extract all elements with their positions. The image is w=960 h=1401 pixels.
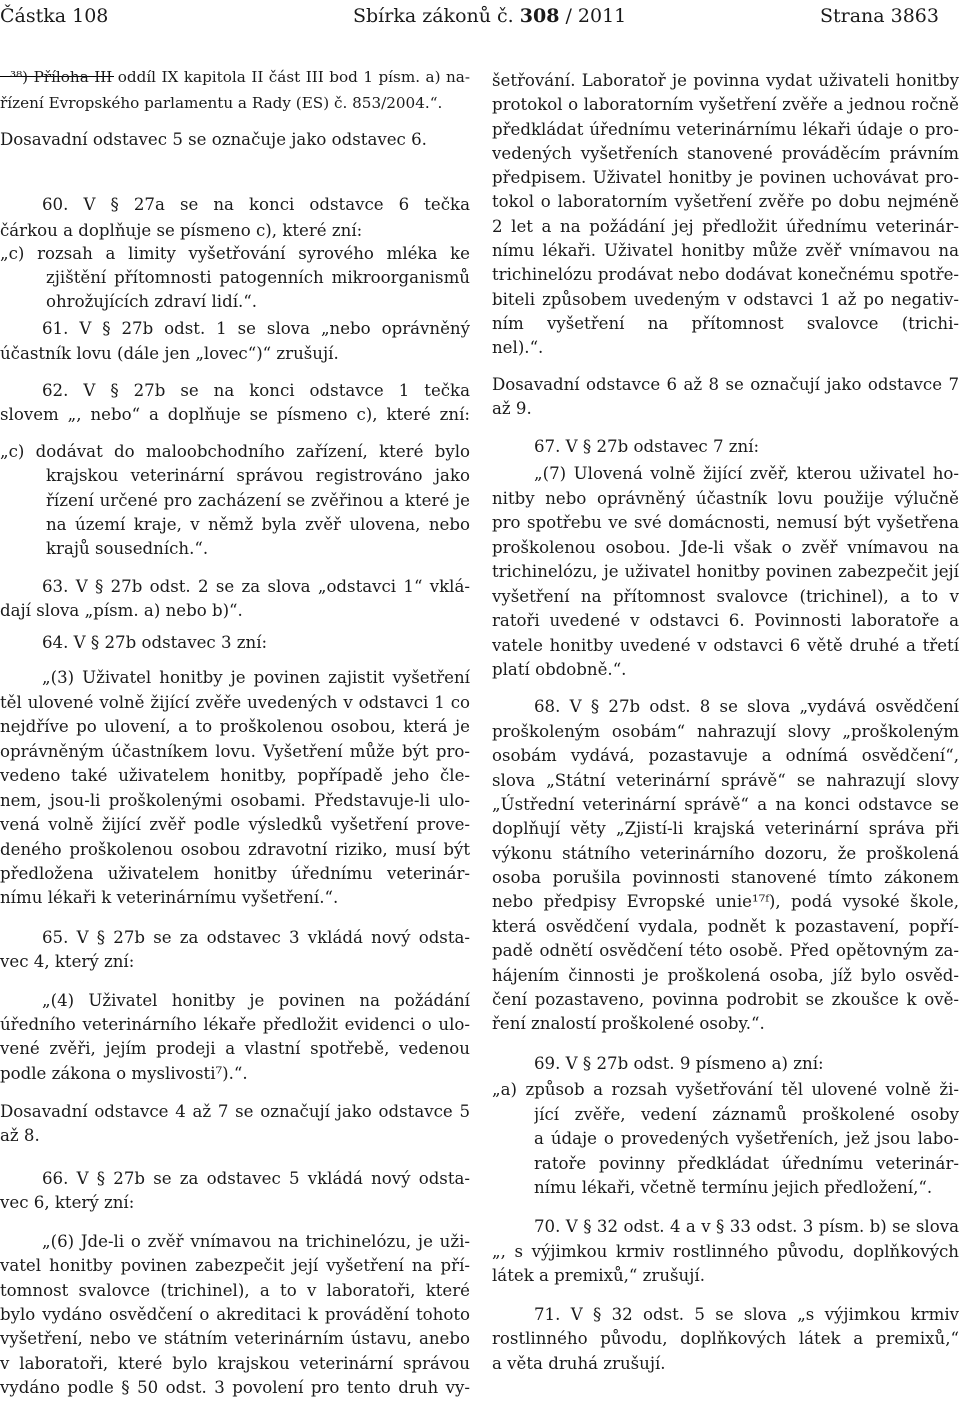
text-line: vené zvěři, jejím prodeji a vlastní spotřebě, vedenou xyxy=(0,1039,470,1058)
text-line: „(7) Ulovená volně žijící zvěř, kterou uživatel ho- xyxy=(534,464,959,483)
text-line: tokol o laboratorním vyšetření zvěře po dobu nejméně xyxy=(492,192,959,211)
header-issue: Částka 108 xyxy=(0,5,109,27)
text-line: 67. V § 27b odstavec 7 zní: xyxy=(534,437,760,456)
text-line: a údaje o provedených vyšetřeních, jež jsou labo- xyxy=(534,1129,959,1148)
text-line: Dosavadní odstavec 5 se označuje jako odstavec 6. xyxy=(0,130,427,149)
text-line: tomnost svalovce (trichinel), a to v laboratoři, které xyxy=(0,1281,470,1300)
text-line: „Ústřední veterinární správě“ a na konci odstavce se xyxy=(492,795,959,814)
text-line: 68. V § 27b odst. 8 se slova „vydává osvědčení xyxy=(534,697,959,716)
text-line: krajů sousedních.“. xyxy=(46,539,209,558)
text-line: dají slova „písm. a) nebo b)“. xyxy=(0,601,243,620)
text-line: 64. V § 27b odstavec 3 zní: xyxy=(42,633,268,652)
text-line: 71. V § 32 odst. 5 se slova „s výjimkou krmiv xyxy=(534,1305,959,1324)
text-line: na území kraje, v němž byla zvěř ulovena, nebo xyxy=(46,515,470,534)
text-line: nem, jsou-li proškolenými osobami. Představuje-li ulo- xyxy=(0,791,470,810)
text-line: Dosavadní odstavce 4 až 7 se označují jako odstavce 5 xyxy=(0,1102,470,1121)
text-line: „(3) Uživatel honitby je povinen zajistit vyšetření xyxy=(42,668,470,687)
text-line: slova „Státní veterinární správě“ se nahrazují slovy xyxy=(492,771,959,790)
text-line: řízení určené pro zacházení se zvěřinou a které je xyxy=(46,491,470,510)
text-line: až 8. xyxy=(0,1126,40,1145)
text-line: 2 let a na požádání jej předložit úřednímu veterinár- xyxy=(492,217,959,236)
text-line: 65. V § 27b se za odstavec 3 vkládá nový odsta- xyxy=(42,928,470,947)
header-collection xyxy=(353,4,626,28)
text-line: účastník lovu (dále jen „lovec“)“ zrušují. xyxy=(0,344,339,363)
text-line: trichinelózu, je uživatel honitby povinen zabezpečit její xyxy=(492,562,959,581)
header-page-number: Strana 3863 xyxy=(819,5,939,27)
text-line: 66. V § 27b se za odstavec 5 vkládá nový odsta- xyxy=(42,1169,470,1188)
text-line: řízení Evropského parlamentu a Rady (ES) č. 853/2004.“. xyxy=(0,94,443,112)
text-line: která osvědčení vydala, podnět k pozastavení, popří- xyxy=(492,917,959,936)
text-line: „, s výjimkou krmiv rostlinného původu, doplňkových xyxy=(492,1242,959,1261)
text-line: nímu lékaři k veterinárnímu vyšetření.“. xyxy=(0,888,339,907)
text-line: biteli způsobem uvedeným v odstavci 1 až po negativ- xyxy=(492,290,959,309)
text-line: pro spotřebu ve své domácnosti, nemusí být vyšetřena xyxy=(492,513,959,532)
text-line: těl ulovené volně žijící zvěře uvedených v odstavci 1 co xyxy=(0,693,470,712)
text-line: podle zákona o myslivosti⁷).“. xyxy=(0,1064,248,1083)
text-line: vedených vyšetřeních stanovené prováděcím právním xyxy=(492,144,959,163)
text-line: platí obdobně.“. xyxy=(492,660,627,679)
text-line: rostlinného původu, doplňkových látek a premixů,“ xyxy=(492,1329,959,1348)
header-law-number: 308 xyxy=(519,5,560,27)
text-line: „a) způsob a rozsah vyšetřování těl ulovené volně ži- xyxy=(492,1080,959,1099)
text-line: vyšetření na přítomnost svalovce (trichinel), a to v xyxy=(492,587,959,606)
text-line: osobám vydává, pozastavuje a odnímá osvědčení“, xyxy=(492,746,959,765)
text-line: zjištění přítomnosti patogenních mikroorganismů xyxy=(46,268,470,287)
text-line: ření znalostí proškolené osoby.“. xyxy=(492,1014,765,1033)
text-line: nejdříve po ulovení, a to proškolenou osobou, která je xyxy=(0,717,470,736)
text-line: ratoře povinny předkládat úřednímu veterinár- xyxy=(534,1154,959,1173)
text-line: až 9. xyxy=(492,399,532,418)
text-line: látek a premixů,“ zrušují. xyxy=(492,1266,705,1285)
text-line: předpisem. Uživatel honitby je povinen uchovávat pro- xyxy=(492,168,959,187)
text-line: oprávněným účastníkem lovu. Vyšetření může být pro- xyxy=(0,742,470,761)
text-line: v laboratoři, které bylo krajskou veterinární správou xyxy=(0,1354,470,1373)
text-line: vatel honitby povinen zabezpečit její vyšetření na pří- xyxy=(0,1256,470,1275)
text-line: „c) dodávat do maloobchodního zařízení, které bylo xyxy=(0,442,470,461)
text-line: nel).“. xyxy=(492,338,544,357)
text-line: proškolenou osobou. Jde-li však o zvěř vnímavou na xyxy=(492,538,959,557)
text-line: vyšetření, nebo ve státním veterinárním ústavu, anebo xyxy=(0,1329,470,1348)
text-line: vedeno také uživatelem honitby, popřípadě jeho čle- xyxy=(0,766,470,785)
text-line: 70. V § 32 odst. 4 a v § 33 odst. 3 písm. b) se slova xyxy=(534,1217,959,1236)
text-line: 61. V § 27b odst. 1 se slova „nebo oprávněný xyxy=(42,319,470,338)
text-line: 62. V § 27b se na konci odstavce 1 tečka xyxy=(42,381,470,400)
text-line: vatele honitby uvedené v odstavci 6 větě druhé a třetí xyxy=(492,636,959,655)
text-line: hájením činnosti je proškolená osoba, jíž bylo osvěd- xyxy=(492,966,959,985)
text-line: předložena uživatelem honitby úřednímu veterinár- xyxy=(0,864,470,883)
text-line: čení pozastaveno, povinna podrobit se zkoušce k ově- xyxy=(492,990,959,1009)
text-line: úředního veterinárního lékaře předložit evidenci o ulo- xyxy=(0,1015,470,1034)
text-line: nebo předpisy Evropské unie¹⁷ᶠ), podá vysoké škole, xyxy=(492,892,959,911)
text-line: 69. V § 27b odst. 9 písmeno a) zní: xyxy=(534,1054,824,1073)
text-line: předkládat úřednímu veterinárnímu lékaři údaje o pro- xyxy=(492,120,959,139)
text-line: nímu lékaři, včetně termínu jejich předložení,“. xyxy=(534,1178,933,1197)
text-line: ním vyšetření na přítomnost svalovce (trichi- xyxy=(492,314,959,333)
text-line: „(4) Uživatel honitby je povinen na požádání xyxy=(42,991,470,1010)
text-line: nímu lékaři. Uživatel honitby může zvěř vnímavou na xyxy=(492,241,959,260)
text-line: krajskou veterinární správou registrováno jako xyxy=(46,466,470,485)
text-line: jící zvěře, vedení záznamů proškolené osoby xyxy=(534,1105,959,1124)
text-line: protokol o laboratorním vyšetření zvěře a jednou ročně xyxy=(492,95,959,114)
text-line: ³⁸) Příloha III oddíl IX kapitola II část III bod 1 písm. a) na- xyxy=(10,68,470,86)
text-line: vec 4, který zní: xyxy=(0,952,135,971)
text-line: ratoři uvedené v odstavci 6. Povinnosti laboratoře a xyxy=(492,611,959,630)
text-line: „(6) Jde-li o zvěř vnímavou na trichinelózu, je uži- xyxy=(42,1232,470,1251)
text-line: 63. V § 27b odst. 2 se za slova „odstavci 1“ vklá- xyxy=(42,577,470,596)
text-line: trichinelózu prodávat nebo dodávat konečnému spotře- xyxy=(492,265,959,284)
text-line: ohrožujících zdraví lidí.“. xyxy=(46,292,258,311)
text-line: vydáno podle § 50 odst. 3 povolení pro tento druh vy- xyxy=(0,1378,470,1397)
text-line: deného proškolenou osobou zdravotní riziko, musí být xyxy=(0,840,470,859)
text-line: slovem „, nebo“ a doplňuje se písmeno c), které zní: xyxy=(0,405,470,424)
text-line: vená volně žijící zvěř podle výsledků vyšetření prove- xyxy=(0,815,470,834)
text-line: bylo vydáno osvědčení o akreditaci k provádění tohoto xyxy=(0,1305,470,1324)
text-line: výkonu státního veterinárního dozoru, že proškolená xyxy=(492,844,959,863)
text-line: vec 6, který zní: xyxy=(0,1193,135,1212)
text-line: padě odnětí osvědčení této osobě. Před opětovným za- xyxy=(492,941,959,960)
text-line: doplňují věty „Zjistí-li krajská veterinární správa při xyxy=(492,819,959,838)
text-line: osoba porušila povinnosti stanovené tímto zákonem xyxy=(492,868,959,887)
text-line: šetřování. Laboratoř je povinna vydat uživateli honitby xyxy=(492,71,959,90)
text-line: proškoleným osobám“ nahrazují slovy „proškoleným xyxy=(492,722,959,741)
header-collection-suffix: / 2011 xyxy=(559,5,627,27)
text-line: nitby nebo oprávněný účastník lovu použije výlučně xyxy=(492,489,959,508)
header-collection-prefix: Sbírka zákonů č. xyxy=(353,5,520,27)
text-line: 60. V § 27a se na konci odstavce 6 tečka xyxy=(42,195,470,214)
text-line: Dosavadní odstavce 6 až 8 se označují jako odstavce 7 xyxy=(492,375,959,394)
text-line: „c) rozsah a limity vyšetřování syrového mléka ke xyxy=(0,244,470,263)
text-line: a věta druhá zrušují. xyxy=(492,1354,666,1373)
text-line: čárkou a doplňuje se písmeno c), které zní: xyxy=(0,221,363,240)
